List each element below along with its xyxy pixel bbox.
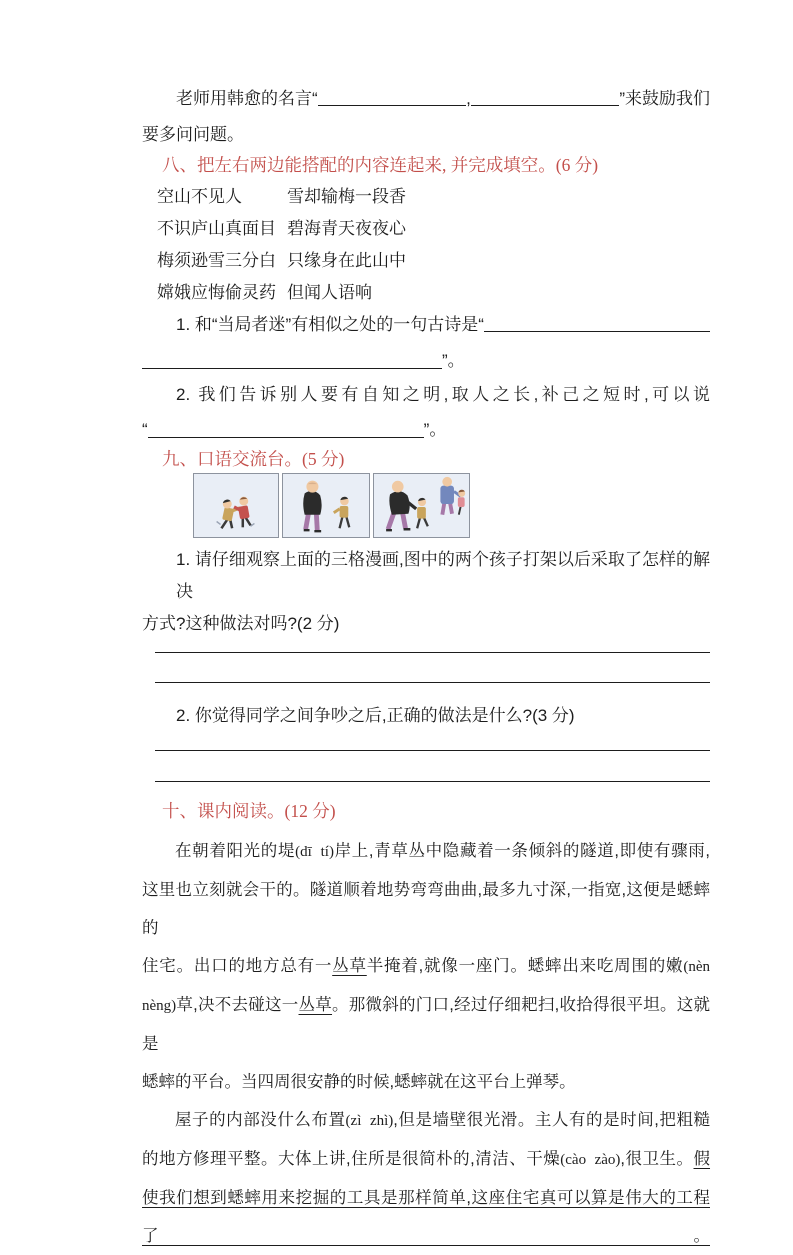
comic-panel-3 — [373, 473, 470, 538]
passage-line — [142, 947, 710, 986]
text-segment: “ — [142, 420, 148, 439]
q8-2-line-1: 2. 我们告诉别人要有自知之明,取人之长,补己之短时,可以说 — [176, 385, 710, 404]
exam-page — [142, 86, 710, 1255]
q8-1-line-2 — [142, 348, 710, 374]
fill-blank[interactable] — [471, 105, 619, 106]
matching-row[interactable] — [157, 280, 710, 306]
text-segment: ,但是墙壁很光滑。主人有的是时间,把粗糙 — [393, 1111, 710, 1129]
q9-1-line-1: 1. 请仔细观察上面的三格漫画,图中的两个孩子打架以后采取了怎样的解决 — [176, 550, 710, 601]
matching-exercise — [142, 184, 710, 306]
matching-row[interactable] — [157, 248, 710, 274]
passage-line — [142, 1179, 710, 1255]
pinyin-choice[interactable]: (cào zào) — [560, 1152, 621, 1168]
matching-row[interactable] — [157, 184, 710, 210]
text-segment: 住宅。出口的地方总有一 — [142, 957, 333, 975]
matching-row[interactable] — [157, 216, 710, 242]
passage-line — [142, 986, 710, 1063]
passage-line — [142, 1063, 710, 1101]
text-segment: 在朝着阳光的堤 — [175, 842, 296, 860]
text-segment: 岸上,青草丛中隐藏着一条倾斜的隧道,即使有骤雨, — [333, 842, 710, 860]
text-segment: 的地方修理平整。大体上讲,住所是很简朴的,清洁、干燥 — [142, 1150, 561, 1168]
comic-panel-1-illustration — [194, 474, 278, 537]
intro-line-1 — [142, 86, 710, 112]
text-segment: 丛草 — [298, 996, 333, 1014]
text-segment: 屋子的内部没什么布置 — [175, 1111, 346, 1129]
matching-left-item[interactable]: 嫦娥应悔偷灵药 — [157, 283, 276, 302]
matching-left-item[interactable]: 不识庐山真面目 — [157, 219, 276, 238]
fill-blank[interactable] — [142, 368, 442, 369]
text-segment: , — [466, 89, 471, 108]
fill-blank[interactable] — [148, 437, 424, 438]
matching-left-item[interactable]: 空山不见人 — [157, 187, 242, 206]
comic-panel-1 — [193, 473, 279, 538]
passage-line — [142, 1140, 710, 1179]
text-segment: ”来鼓励我们 — [619, 89, 711, 108]
matching-left-item[interactable]: 梅须逊雪三分白 — [157, 251, 276, 270]
passage-line — [142, 871, 710, 947]
text-segment: 1. 和“当局者迷”有相似之处的一句古诗是“ — [176, 315, 484, 334]
passage-line — [142, 832, 710, 871]
text-segment: 使我们想到蟋蟀用来挖掘的工具是那样简单,这座住宅真可以算是伟大的工程了。 — [142, 1189, 710, 1245]
fill-blank[interactable] — [318, 105, 466, 106]
matching-right-item[interactable]: 雪却输梅一段香 — [287, 187, 406, 206]
text-segment: 。那微斜的门口,经过仔细耙扫,收拾得很平坦。这就是 — [142, 996, 711, 1053]
text-segment: 假 — [693, 1150, 711, 1168]
answer-line[interactable] — [155, 750, 710, 751]
pinyin-choice[interactable]: (dī tí) — [295, 844, 334, 860]
section-8-heading: 八、把左右两边能搭配的内容连起来, 并完成填空。(6 分) — [162, 155, 599, 175]
answer-line[interactable] — [155, 682, 710, 683]
q8-1-line-1 — [142, 312, 710, 338]
comic-strip — [193, 473, 710, 538]
q9-1-line-2: 方式?这种做法对吗?(2 分) — [142, 614, 340, 633]
answer-line[interactable] — [155, 781, 710, 782]
pinyin-choice[interactable]: (nèn — [683, 959, 710, 975]
comic-panel-2-illustration — [283, 474, 369, 537]
comic-panel-2 — [282, 473, 370, 538]
text-segment: 丛草 — [332, 957, 367, 975]
q9-2: 2. 你觉得同学之间争吵之后,正确的做法是什么?(3 分) — [176, 706, 575, 725]
text-segment: 老师用韩愈的名言“ — [176, 89, 318, 108]
matching-right-item[interactable]: 碧海青天夜夜心 — [287, 219, 406, 238]
matching-right-item[interactable]: 只缘身在此山中 — [287, 251, 406, 270]
section-10-heading: 十、课内阅读。(12 分) — [162, 801, 336, 821]
reading-passage — [142, 832, 710, 1255]
text-segment: 这里也立刻就会干的。隧道顺着地势弯弯曲曲,最多九寸深,一指宽,这便是蟋蟀的 — [142, 881, 710, 937]
text-segment: ,很卫生。 — [620, 1150, 694, 1168]
intro-line-2: 要多问问题。 — [142, 125, 244, 144]
fill-blank[interactable] — [484, 331, 710, 332]
comic-panel-3-illustration — [374, 474, 469, 537]
text-segment: 草,决不去碰这一 — [176, 996, 299, 1014]
text-segment: 半掩着,就像一座门。蟋蟀出来吃周围的嫩 — [366, 957, 684, 975]
pinyin-choice[interactable]: nèng) — [142, 998, 177, 1014]
pinyin-choice[interactable]: (zì zhì) — [345, 1113, 394, 1129]
q8-2-line-2 — [142, 417, 710, 443]
answer-line[interactable] — [155, 652, 710, 653]
section-9-heading: 九、口语交流台。(5 分) — [162, 449, 345, 469]
matching-right-item[interactable]: 但闻人语响 — [287, 283, 372, 302]
passage-line — [142, 1101, 710, 1140]
text-segment: ”。 — [423, 420, 447, 439]
text-segment: 蟋蟀的平台。当四周很安静的时候,蟋蟀就在这平台上弹琴。 — [142, 1073, 576, 1091]
text-segment: ”。 — [442, 351, 465, 370]
